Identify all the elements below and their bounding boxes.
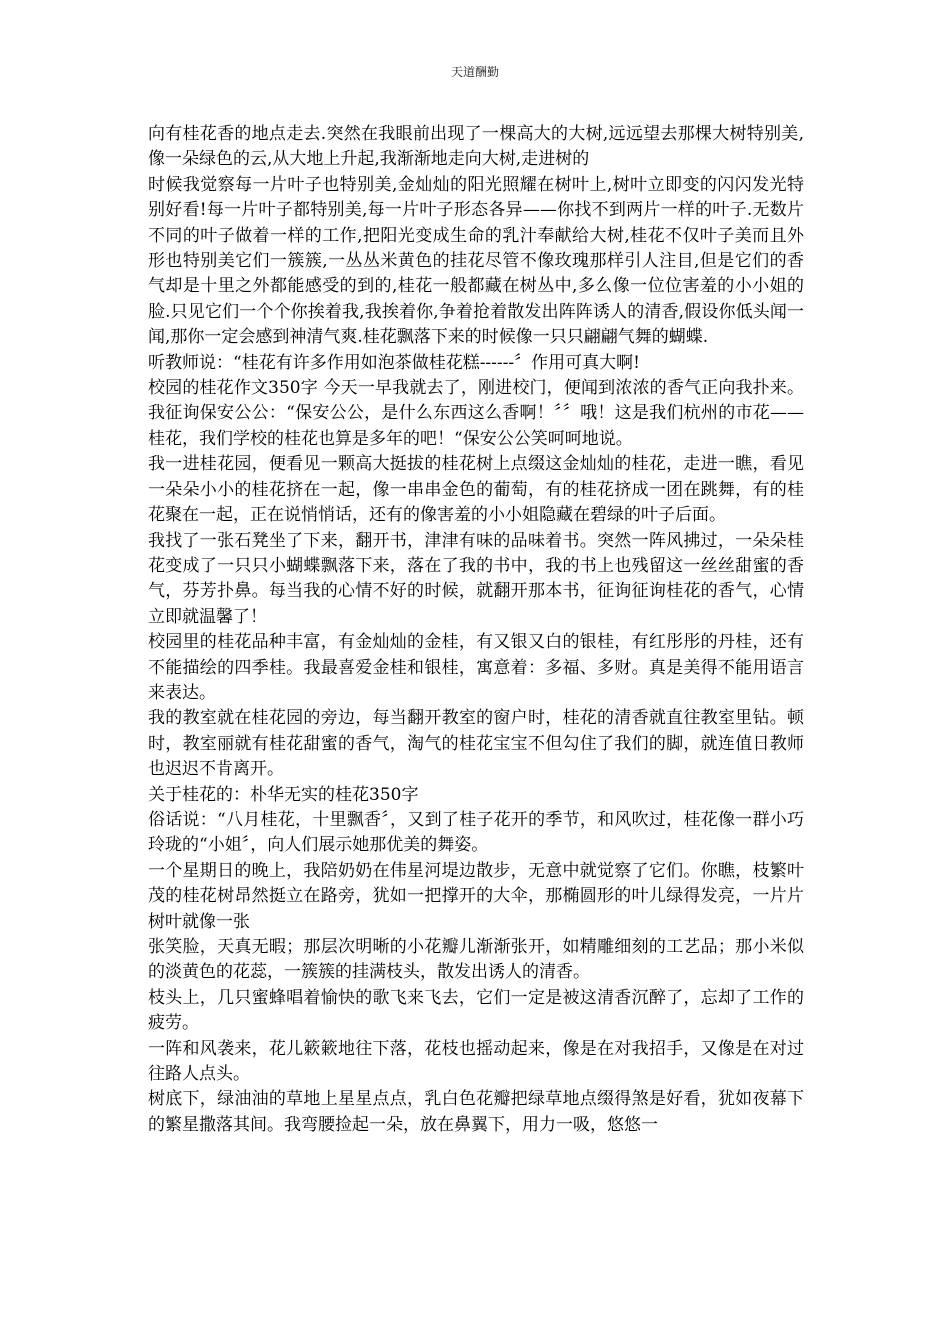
paragraph: 一个星期日的晚上，我陪奶奶在伟星河堤边散步，无意中就觉察了它们。你瞧，枝繁叶茂的桂花树昂然挺立在路旁，犹如一把撑开的大伞，那椭圆形的叶儿绿得发亮，一片片树叶就像一张: [148, 860, 804, 932]
section-heading: 关于桂花的：朴华无实的桂花350字: [148, 784, 419, 805]
paragraph: 我的教室就在桂花园的旁边，每当翻开教室的窗户时，桂花的清香就直往教室里钻。顿时，教室丽就有桂花甜蜜的香气，淘气的桂花宝宝不但勾住了我们的脚，就连值日教师也迟迟不肯离开。: [148, 708, 804, 780]
paragraph: 树底下，绿油油的草地上星星点点，乳白色花瓣把绿草地点缀得煞是好看，犹如夜幕下的繁星撒落其间。我弯腰捡起一朵，放在鼻翼下，用力一吸，悠悠一: [148, 1089, 804, 1135]
paragraph: 听教师说：“桂花有许多作用如泡茶做桂花糕------〞作用可真大啊!: [148, 352, 640, 373]
paragraph: 向有桂花香的地点走去.突然在我眼前出现了一棵高大的大树,远远望去那棵大树特别美,像一朵绿色的云,从大地上升起,我渐渐地走向大树,走进树的: [148, 124, 804, 170]
paragraph: 枝头上，几只蜜蜂唱着愉快的歌飞来飞去，它们一定是被这清香沉醉了，忘却了工作的疲劳。: [148, 987, 804, 1034]
page-header: 天道酬勤: [450, 65, 499, 79]
paragraph: 我一进桂花园，便看见一颗高大挺拔的桂花树上点缀这金灿灿的桂花，走进一瞧，看见一朵朵小小的桂花挤在一起，像一串串金色的葡萄，有的桂花挤成一团在跳舞，有的桂花聚在一起，正在说悄悄话，还有的像害羞的小小姐隐藏在碧绿的叶子后面。: [148, 454, 804, 526]
document-body: [148, 122, 804, 1138]
paragraph: 校园里的桂花品种丰富，有金灿灿的金桂，有又银又白的银桂，有红彤彤的丹桂，还有不能描绘的四季桂。我最喜爱金桂和银桂，寓意着：多福、多财。真是美得不能用语言来表达。: [148, 632, 804, 703]
paragraph: 张笑脸，天真无暇；那层次明晰的小花瓣儿渐渐张开，如精雕细刻的工艺品；那小米似的淡黄色的花蕊，一簇簇的挂满枝头，散发出诱人的清香。: [148, 937, 804, 983]
paragraph: 时候我觉察每一片叶子也特别美,金灿灿的阳光照耀在树叶上,树叶立即变的闪闪发光特别好看!每一片叶子都特别美,每一片叶子形态各异——你找不到两片一样的叶子.无数片不同的叶子做着一样的工作,把阳光变成生命的乳汁奉献给大树,桂花不仅叶子美而且外形也特别美它们一簇簇,一丛丛米黄色的挂花尽管不像玫瑰那样引人注目,但是它们的香气却是十里之外都能感受的到的,桂花一般都藏在树丛中,多么像一位位害羞的小小姐的脸.只见它们一个个你挨着我,我挨着你,争着抢着散发出阵阵诱人的清香,假设你低头闻一闻,那你一定会感到神清气爽.桂花飘落下来的时候像一只只翩翩气舞的蝴蝶.: [148, 174, 804, 348]
paragraph: 我找了一张石凳坐了下来，翻开书，津津有味的品味着书。突然一阵风拂过，一朵朵桂花变成了一只只小蝴蝶飘落下来，落在了我的书中，我的书上也残留这一丝丝甜蜜的香气，芬芳扑鼻。每当我的心情不好的时候，就翻开那本书，征询征询桂花的香气，心情立即就温馨了！: [148, 530, 804, 627]
paragraph: 校园的桂花作文350字 今天一早我就去了，刚进校门，便闻到浓浓的香气正向我扑来。我征询保安公公：“保安公公，是什么东西这么香啊！〞〞哦！这是我们杭州的市花——桂花，我们学校的桂花也算是多年的吧！“保安公公笑呵呵地说。: [148, 378, 804, 449]
paragraph: 一阵和风袭来，花儿簌簌地往下落，花枝也摇动起来，像是在对我招手，又像是在对过往路人点头。: [148, 1038, 804, 1085]
paragraph: 俗话说：“八月桂花，十里飘香〞，又到了桂子花开的季节，和风吹过，桂花像一群小巧玲珑的“小姐〞，向人们展示她那优美的舞姿。: [148, 809, 804, 856]
